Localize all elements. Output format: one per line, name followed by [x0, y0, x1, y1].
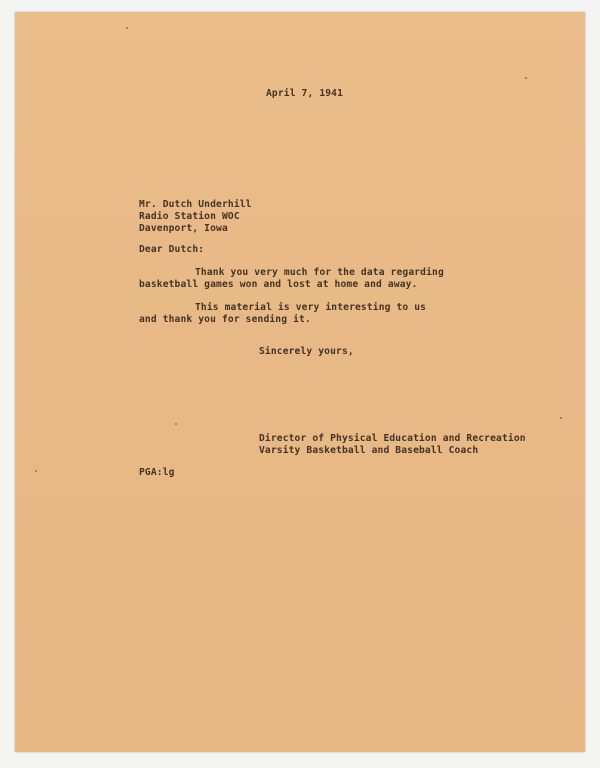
paper-speck [175, 423, 177, 425]
paper-speck [35, 470, 37, 472]
paper-speck [126, 27, 128, 29]
signature-title-1: Director of Physical Education and Recreation [259, 433, 526, 444]
recipient-organization: Radio Station WOC [139, 211, 240, 222]
signature-title-2: Varsity Basketball and Baseball Coach [259, 445, 479, 456]
letter-date: April 7, 1941 [266, 88, 344, 99]
recipient-address [139, 199, 252, 235]
closing: Sincerely yours, [259, 346, 354, 357]
reference-initials: PGA:lg [139, 467, 175, 478]
paper-speck [560, 417, 562, 419]
paragraph-2-line-2: and thank you for sending it. [139, 314, 311, 325]
paragraph-1-line-1: Thank you very much for the data regarding [195, 267, 444, 278]
paragraph-1-line-2: basketball games won and lost at home and away. [139, 279, 418, 290]
salutation: Dear Dutch: [139, 244, 205, 255]
letter-page [15, 12, 585, 752]
paragraph-2-line-1: This material is very interesting to us [195, 302, 427, 313]
recipient-name: Mr. Dutch Underhill [139, 199, 252, 210]
paper-speck [525, 77, 527, 79]
recipient-city: Davenport, Iowa [139, 223, 228, 234]
